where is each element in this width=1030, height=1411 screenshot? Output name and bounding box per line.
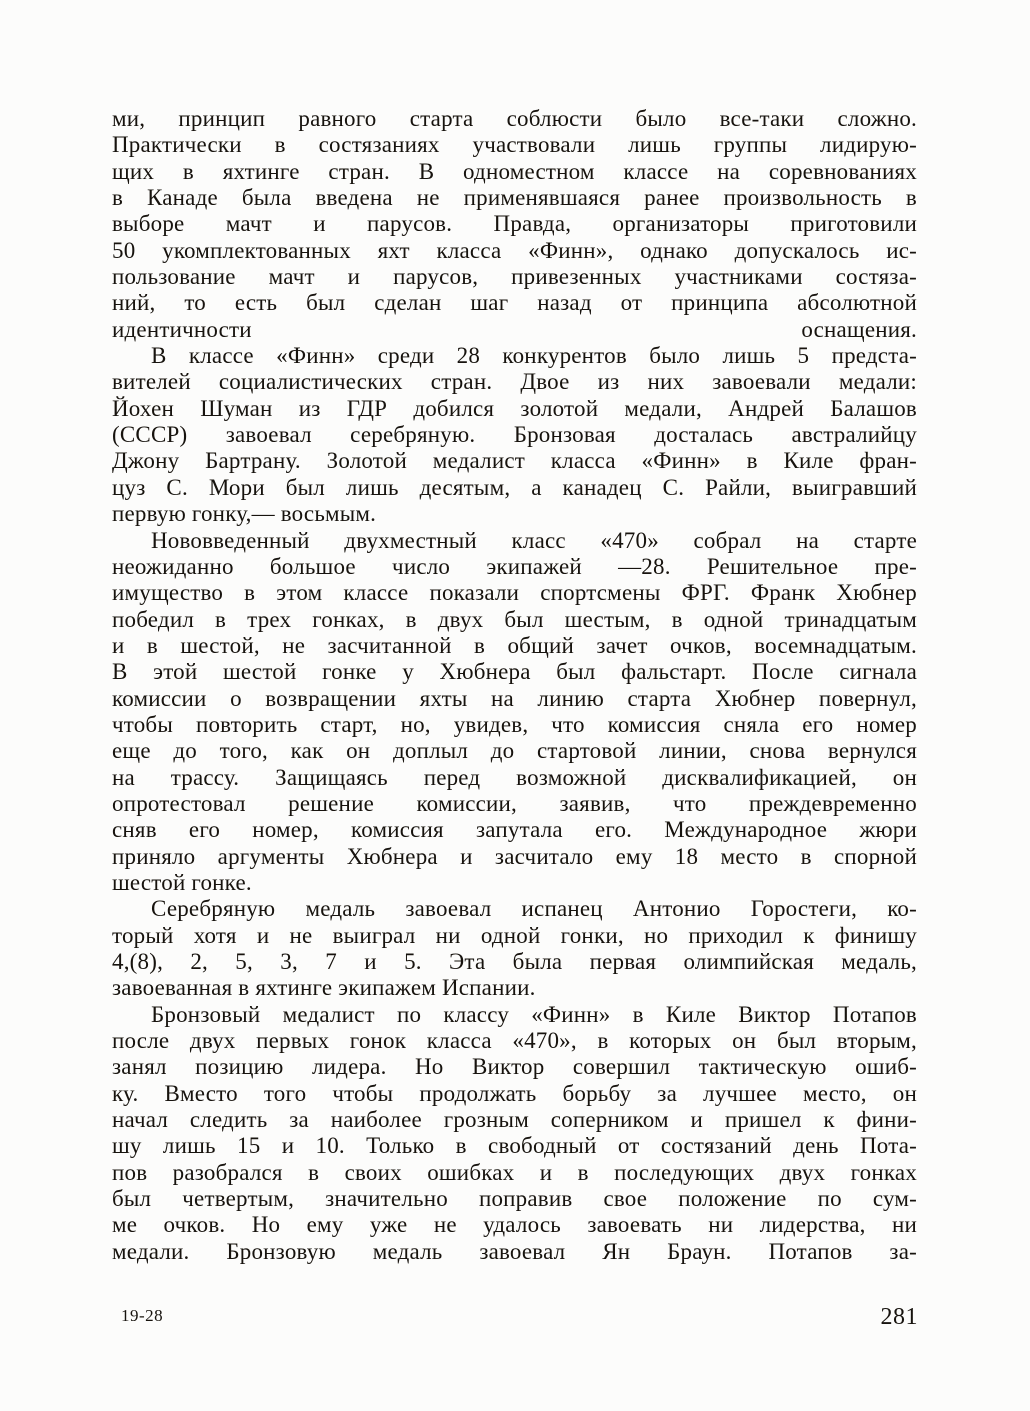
print-order-mark: 19-28 — [121, 1306, 164, 1325]
paragraph — [112, 1002, 917, 1265]
text-line: в Канаде была введена не применявшаяся ранее произвольность в — [112, 185, 917, 211]
paragraph — [112, 106, 917, 343]
text-line: Практически в состязаниях участвовали лишь группы лидирую- — [112, 132, 917, 158]
text-line: цуз С. Мори был лишь десятым, а канадец С. Райли, выигравший — [112, 474, 917, 500]
text-line: щих в яхтинге стран. В одноместном классе на соревнованиях — [112, 158, 917, 184]
text-line: комиссии о возвращении яхты на линию старта Хюбнер повернул, — [112, 685, 917, 711]
text-line: и в шестой, не засчитанной в общий зачет очков, восемнадцатым. — [112, 632, 917, 658]
text-line: идентичности оснащения. — [112, 316, 917, 342]
text-line: Джону Бартрану. Золотой медалист класса «Финн» в Киле фран- — [112, 448, 917, 474]
paragraph — [112, 343, 917, 527]
text-line: ме очков. Но ему уже не удалось завоевать ни лидерства, ни — [112, 1212, 917, 1238]
text-line: опротестовал решение комиссии, заявив, что преждевременно — [112, 790, 917, 816]
text-line: начал следить за наиболее грозным соперником и пришел к фини- — [112, 1107, 917, 1133]
text-line: на трассу. Защищаясь перед возможной дисквалификацией, он — [112, 764, 917, 790]
text-line: Йохен Шуман из ГДР добился золотой медали, Андрей Балашов — [112, 395, 917, 421]
paragraph — [112, 528, 917, 897]
text-line: завоеванная в яхтинге экипажем Испании. — [112, 975, 536, 1001]
text-line: ку. Вместо того чтобы продолжать борьбу за лучшее место, он — [112, 1080, 917, 1106]
paragraph — [112, 896, 917, 1001]
page-text — [112, 106, 917, 1265]
text-line: шестой гонке. — [112, 869, 252, 895]
text-line: медали. Бронзовую медаль завоевал Ян Браун. Потапов за- — [112, 1238, 917, 1264]
text-line: выборе мачт и парусов. Правда, организаторы приготовили — [112, 211, 917, 237]
text-line: еще до того, как он доплыл до стартовой линии, снова вернулся — [112, 738, 917, 764]
text-line: был четвертым, значительно поправив свое положение по сум- — [112, 1186, 917, 1212]
text-line: Бронзовый медалист по классу «Финн» в Киле Виктор Потапов — [151, 1001, 917, 1027]
text-line: пов разобрался в своих ошибках и в последующих двух гонках — [112, 1159, 917, 1185]
text-line: ний, то есть был сделан шаг назад от принципа абсолютной — [112, 290, 917, 316]
text-line: приняло аргументы Хюбнера и засчитало ему 18 место в спорной — [112, 843, 917, 869]
text-line: В этой шестой гонке у Хюбнера был фальстарт. После сигнала — [112, 659, 917, 685]
text-line: вителей социалистических стран. Двое из них завоевали медали: — [112, 369, 917, 395]
text-line: (СССР) завоевал серебряную. Бронзовая досталась австралийцу — [112, 422, 917, 448]
text-line: занял позицию лидера. Но Виктор совершил тактическую ошиб- — [112, 1054, 917, 1080]
text-line: после двух первых гонок класса «470», в которых он был вторым, — [112, 1028, 917, 1054]
text-line: имущество в этом классе показали спортсмены ФРГ. Франк Хюбнер — [112, 580, 917, 606]
text-line: ми, принцип равного старта соблюсти было все-таки сложно. — [112, 106, 917, 131]
page-number: 281 — [880, 1304, 918, 1330]
text-line: 4,(8), 2, 5, 3, 7 и 5. Эта была первая олимпийская медаль, — [112, 949, 917, 974]
text-line: шу лишь 15 и 10. Только в свободный от состязаний день Пота- — [112, 1133, 917, 1159]
text-line: чтобы повторить старт, но, увидев, что комиссия сняла его номер — [112, 711, 917, 737]
text-line: Нововведенный двухместный класс «470» собрал на старте — [151, 527, 917, 553]
text-line: В классе «Финн» среди 28 конкурентов было лишь 5 предста- — [151, 343, 917, 369]
text-line: победил в трех гонках, в двух был шестым, в одной тринадцатым — [112, 606, 917, 632]
text-line: 50 укомплектованных яхт класса «Финн», однако допускалось ис- — [112, 237, 917, 263]
text-line: неожиданно большое число экипажей —28. Решительное пре- — [112, 553, 917, 579]
text-line: торый хотя и не выиграл ни одной гонки, но приходил к финишу — [112, 922, 917, 948]
text-line: Серебряную медаль завоевал испанец Антонио Горостеги, ко- — [151, 896, 917, 922]
text-line: первую гонку,— восьмым. — [112, 501, 377, 527]
text-line: сняв его номер, комиссия запутала его. Международное жюри — [112, 817, 917, 843]
text-line: пользование мачт и парусов, привезенных участниками состяза- — [112, 264, 917, 290]
